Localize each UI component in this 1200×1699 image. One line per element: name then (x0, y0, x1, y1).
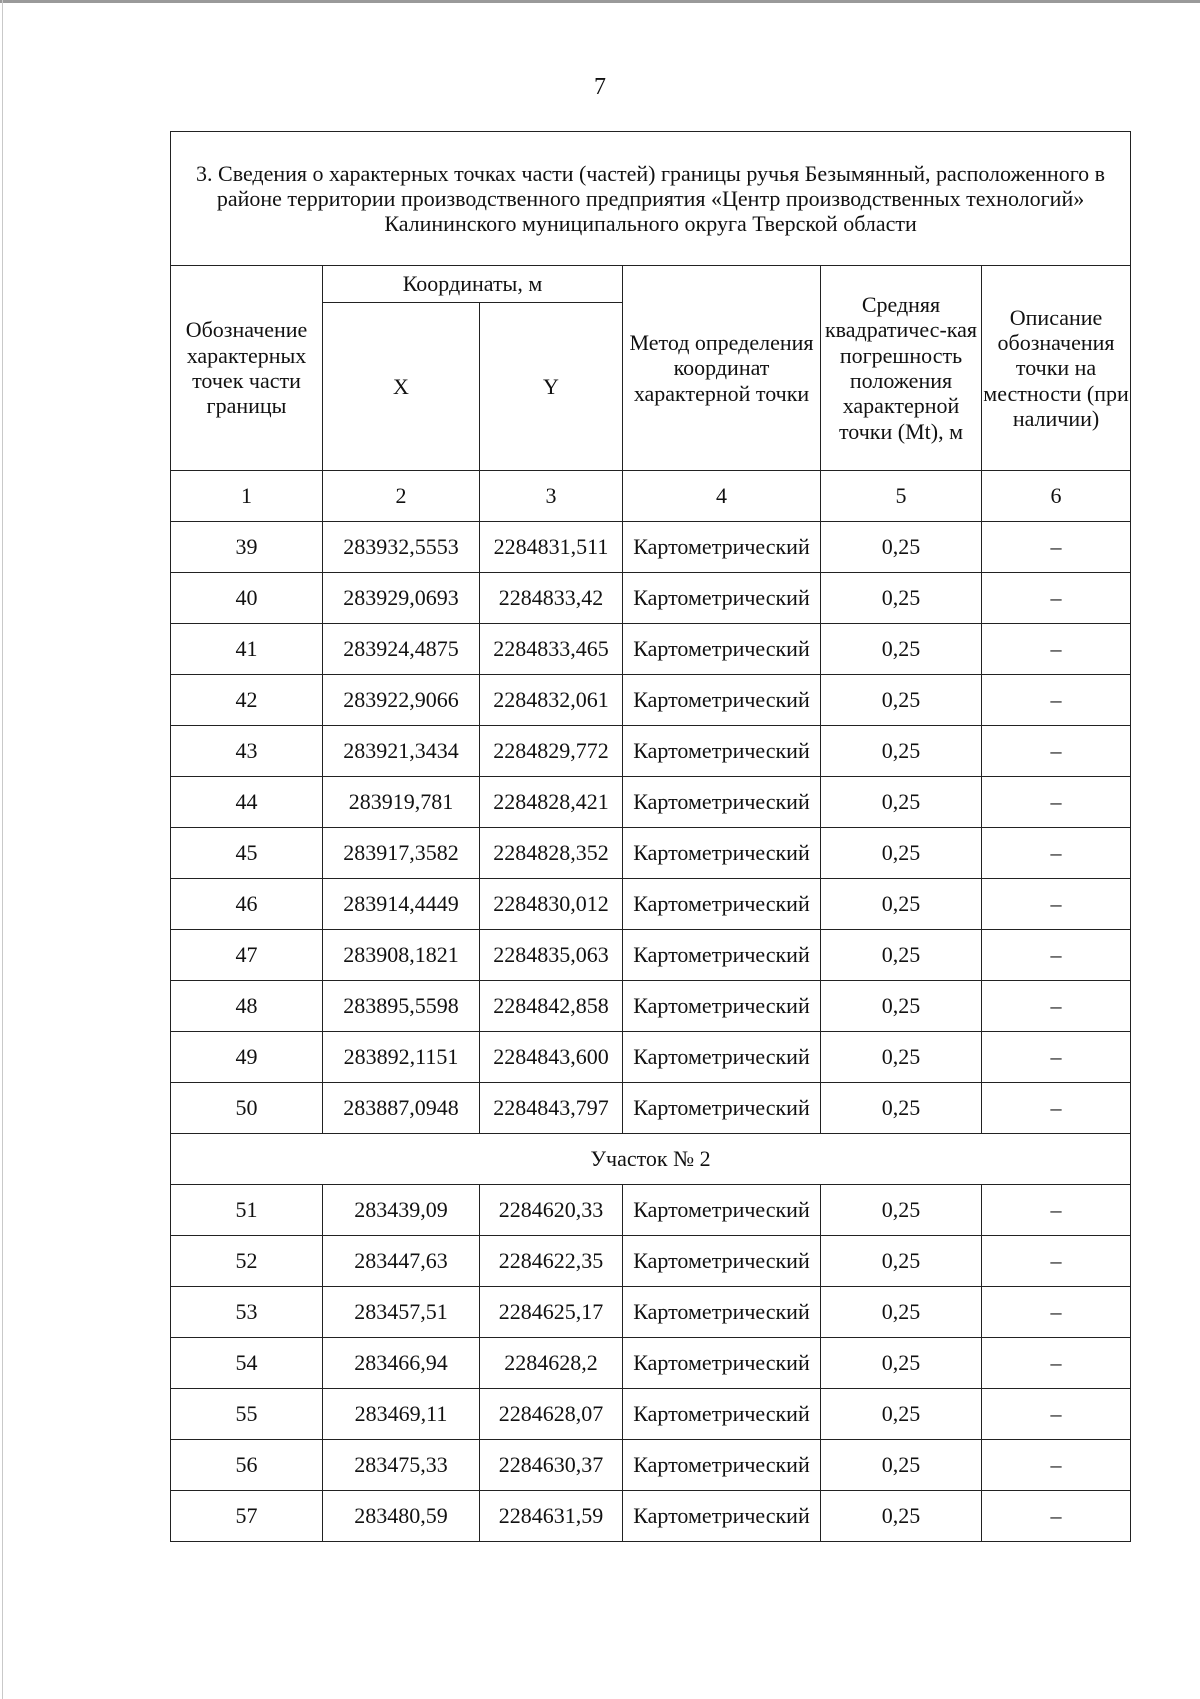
column-number: 6 (982, 471, 1131, 522)
point-number-cell: 52 (171, 1236, 323, 1287)
column-number: 5 (821, 471, 982, 522)
section-row (171, 1134, 1131, 1185)
method-cell: Картометрический (623, 1389, 821, 1440)
y-coordinate-cell: 2284833,42 (480, 573, 623, 624)
x-coordinate-cell: 283924,4875 (323, 624, 480, 675)
error-cell: 0,25 (821, 777, 982, 828)
error-cell: 0,25 (821, 726, 982, 777)
table-row (171, 879, 1131, 930)
scan-top-edge (0, 0, 1200, 3)
point-number-cell: 45 (171, 828, 323, 879)
description-cell: – (982, 777, 1131, 828)
table-caption: 3. Сведения о характерных точках части (частей) границы ручья Безымянный, расположенного в районе территории производственного предприятия «Центр производственных технологий» Калининского муниципального округа Тверской области (171, 132, 1131, 266)
point-number-cell: 43 (171, 726, 323, 777)
method-cell: Картометрический (623, 1032, 821, 1083)
error-cell: 0,25 (821, 1338, 982, 1389)
y-coordinate-cell: 2284631,59 (480, 1491, 623, 1542)
header-x: X (323, 303, 480, 471)
scan-left-edge (2, 0, 3, 1699)
y-coordinate-cell: 2284630,37 (480, 1440, 623, 1491)
error-cell: 0,25 (821, 573, 982, 624)
method-cell: Картометрический (623, 828, 821, 879)
method-cell: Картометрический (623, 1440, 821, 1491)
column-number: 3 (480, 471, 623, 522)
error-cell: 0,25 (821, 981, 982, 1032)
table-row (171, 1338, 1131, 1389)
x-coordinate-cell: 283917,3582 (323, 828, 480, 879)
table-row (171, 1236, 1131, 1287)
error-cell: 0,25 (821, 879, 982, 930)
x-coordinate-cell: 283908,1821 (323, 930, 480, 981)
method-cell: Картометрический (623, 1491, 821, 1542)
description-cell: – (982, 1236, 1131, 1287)
y-coordinate-cell: 2284842,858 (480, 981, 623, 1032)
description-cell: – (982, 828, 1131, 879)
description-cell: – (982, 726, 1131, 777)
x-coordinate-cell: 283447,63 (323, 1236, 480, 1287)
point-number-cell: 44 (171, 777, 323, 828)
description-cell: – (982, 1083, 1131, 1134)
section-title: Участок № 2 (171, 1134, 1131, 1185)
header-coords: Координаты, м (323, 266, 623, 303)
x-coordinate-cell: 283895,5598 (323, 981, 480, 1032)
error-cell: 0,25 (821, 1440, 982, 1491)
y-coordinate-cell: 2284622,35 (480, 1236, 623, 1287)
page-number: 7 (594, 74, 606, 100)
table-row (171, 1389, 1131, 1440)
table-caption-row (171, 132, 1131, 266)
table-row (171, 1032, 1131, 1083)
boundary-points-table (170, 131, 1131, 1542)
error-cell: 0,25 (821, 1236, 982, 1287)
method-cell: Картометрический (623, 1083, 821, 1134)
y-coordinate-cell: 2284620,33 (480, 1185, 623, 1236)
description-cell: – (982, 1287, 1131, 1338)
column-numbers-row (171, 471, 1131, 522)
point-number-cell: 56 (171, 1440, 323, 1491)
description-cell: – (982, 879, 1131, 930)
y-coordinate-cell: 2284828,352 (480, 828, 623, 879)
method-cell: Картометрический (623, 777, 821, 828)
x-coordinate-cell: 283919,781 (323, 777, 480, 828)
method-cell: Картометрический (623, 981, 821, 1032)
point-number-cell: 50 (171, 1083, 323, 1134)
x-coordinate-cell: 283929,0693 (323, 573, 480, 624)
description-cell: – (982, 1389, 1131, 1440)
method-cell: Картометрический (623, 675, 821, 726)
description-cell: – (982, 1032, 1131, 1083)
error-cell: 0,25 (821, 624, 982, 675)
x-coordinate-cell: 283914,4449 (323, 879, 480, 930)
description-cell: – (982, 573, 1131, 624)
y-coordinate-cell: 2284628,2 (480, 1338, 623, 1389)
table-row (171, 981, 1131, 1032)
description-cell: – (982, 624, 1131, 675)
table-row (171, 1491, 1131, 1542)
header-method: Метод определения координат характерной точки (623, 266, 821, 471)
y-coordinate-cell: 2284831,511 (480, 522, 623, 573)
point-number-cell: 40 (171, 573, 323, 624)
description-cell: – (982, 1440, 1131, 1491)
y-coordinate-cell: 2284843,797 (480, 1083, 623, 1134)
y-coordinate-cell: 2284830,012 (480, 879, 623, 930)
x-coordinate-cell: 283922,9066 (323, 675, 480, 726)
column-number: 2 (323, 471, 480, 522)
description-cell: – (982, 1338, 1131, 1389)
method-cell: Картометрический (623, 726, 821, 777)
error-cell: 0,25 (821, 1389, 982, 1440)
x-coordinate-cell: 283480,59 (323, 1491, 480, 1542)
table-row (171, 522, 1131, 573)
error-cell: 0,25 (821, 930, 982, 981)
y-coordinate-cell: 2284832,061 (480, 675, 623, 726)
x-coordinate-cell: 283466,94 (323, 1338, 480, 1389)
error-cell: 0,25 (821, 522, 982, 573)
y-coordinate-cell: 2284625,17 (480, 1287, 623, 1338)
y-coordinate-cell: 2284829,772 (480, 726, 623, 777)
description-cell: – (982, 675, 1131, 726)
point-number-cell: 42 (171, 675, 323, 726)
method-cell: Картометрический (623, 879, 821, 930)
point-number-cell: 41 (171, 624, 323, 675)
x-coordinate-cell: 283439,09 (323, 1185, 480, 1236)
table-row (171, 1083, 1131, 1134)
error-cell: 0,25 (821, 1491, 982, 1542)
method-cell: Картометрический (623, 624, 821, 675)
description-cell: – (982, 522, 1131, 573)
description-cell: – (982, 930, 1131, 981)
error-cell: 0,25 (821, 675, 982, 726)
method-cell: Картометрический (623, 522, 821, 573)
table-row (171, 828, 1131, 879)
method-cell: Картометрический (623, 573, 821, 624)
point-number-cell: 39 (171, 522, 323, 573)
point-number-cell: 49 (171, 1032, 323, 1083)
x-coordinate-cell: 283921,3434 (323, 726, 480, 777)
header-description: Описание обозначения точки на местности (при наличии) (982, 266, 1131, 471)
method-cell: Картометрический (623, 930, 821, 981)
error-cell: 0,25 (821, 1032, 982, 1083)
error-cell: 0,25 (821, 1287, 982, 1338)
table-row (171, 624, 1131, 675)
point-number-cell: 51 (171, 1185, 323, 1236)
method-cell: Картометрический (623, 1185, 821, 1236)
column-number: 4 (623, 471, 821, 522)
y-coordinate-cell: 2284628,07 (480, 1389, 623, 1440)
point-number-cell: 47 (171, 930, 323, 981)
description-cell: – (982, 981, 1131, 1032)
header-y: Y (480, 303, 623, 471)
error-cell: 0,25 (821, 1185, 982, 1236)
table-row (171, 930, 1131, 981)
description-cell: – (982, 1185, 1131, 1236)
point-number-cell: 54 (171, 1338, 323, 1389)
x-coordinate-cell: 283892,1151 (323, 1032, 480, 1083)
table-row (171, 1440, 1131, 1491)
y-coordinate-cell: 2284833,465 (480, 624, 623, 675)
x-coordinate-cell: 283475,33 (323, 1440, 480, 1491)
error-cell: 0,25 (821, 828, 982, 879)
y-coordinate-cell: 2284843,600 (480, 1032, 623, 1083)
x-coordinate-cell: 283469,11 (323, 1389, 480, 1440)
table-row (171, 1185, 1131, 1236)
table-row (171, 726, 1131, 777)
error-cell: 0,25 (821, 1083, 982, 1134)
x-coordinate-cell: 283887,0948 (323, 1083, 480, 1134)
point-number-cell: 57 (171, 1491, 323, 1542)
y-coordinate-cell: 2284828,421 (480, 777, 623, 828)
header-error: Средняя квадратичес-кая погрешность положения характерной точки (Mt), м (821, 266, 982, 471)
table-row (171, 675, 1131, 726)
table-row (171, 777, 1131, 828)
table-row (171, 1287, 1131, 1338)
description-cell: – (982, 1491, 1131, 1542)
point-number-cell: 55 (171, 1389, 323, 1440)
x-coordinate-cell: 283932,5553 (323, 522, 480, 573)
x-coordinate-cell: 283457,51 (323, 1287, 480, 1338)
method-cell: Картометрический (623, 1236, 821, 1287)
y-coordinate-cell: 2284835,063 (480, 930, 623, 981)
point-number-cell: 48 (171, 981, 323, 1032)
point-number-cell: 53 (171, 1287, 323, 1338)
method-cell: Картометрический (623, 1287, 821, 1338)
header-row (171, 266, 1131, 303)
header-point: Обозначение характерных точек части границы (171, 266, 323, 471)
table-row (171, 573, 1131, 624)
column-number: 1 (171, 471, 323, 522)
point-number-cell: 46 (171, 879, 323, 930)
method-cell: Картометрический (623, 1338, 821, 1389)
